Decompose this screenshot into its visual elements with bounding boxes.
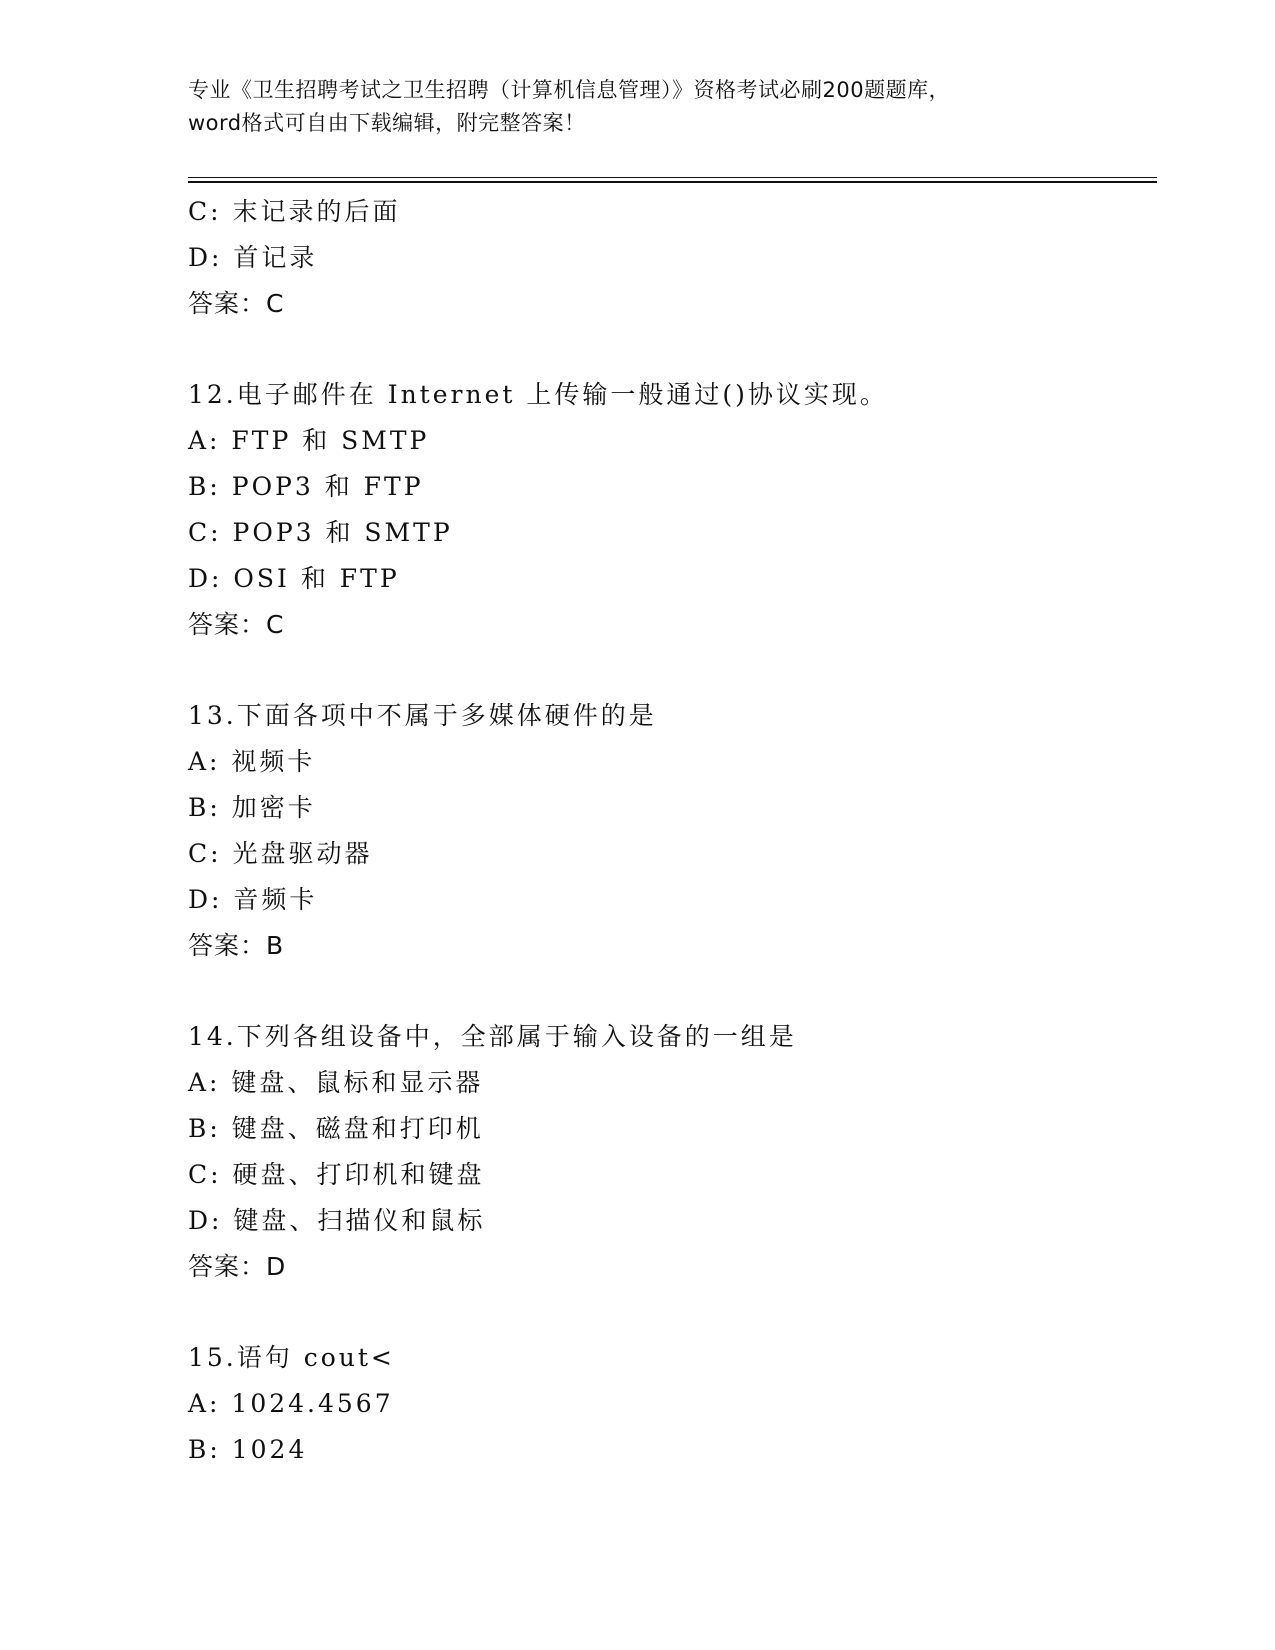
question-stem: 15.语句 cout< xyxy=(188,1343,395,1372)
question-block-13 xyxy=(188,693,1148,969)
question-block-14 xyxy=(188,1014,1148,1290)
question-block-partial xyxy=(188,189,1148,327)
option-c: C: POP3 和 SMTP xyxy=(188,518,453,547)
option-c: C: 末记录的后面 xyxy=(188,197,401,226)
header-divider-thin xyxy=(188,177,1157,178)
option-a: A: 键盘、鼠标和显示器 xyxy=(188,1068,484,1097)
question-content xyxy=(188,189,1148,1473)
question-block-15 xyxy=(188,1335,1148,1473)
answer-label: 答案：C xyxy=(188,610,285,639)
question-stem: 13.下面各项中不属于多媒体硬件的是 xyxy=(188,701,657,730)
answer-label: 答案：C xyxy=(188,289,285,318)
option-a: A: 1024.4567 xyxy=(188,1389,394,1418)
option-c: C: 硬盘、打印机和键盘 xyxy=(188,1160,485,1189)
header-line-2: word格式可自由下载编辑，附完整答案！ xyxy=(188,111,586,135)
option-b: B: 1024 xyxy=(188,1435,308,1464)
option-b: B: 键盘、磁盘和打印机 xyxy=(188,1114,484,1143)
answer-label: 答案：D xyxy=(188,1252,287,1281)
question-block-12 xyxy=(188,372,1148,648)
answer-label: 答案：B xyxy=(188,931,285,960)
document-header xyxy=(188,74,1088,140)
header-line-1: 专业《卫生招聘考试之卫生招聘（计算机信息管理）》资格考试必刷200题题库， xyxy=(188,78,951,102)
spacer xyxy=(188,969,1148,1014)
option-b: B: POP3 和 FTP xyxy=(188,472,424,501)
option-d: D: OSI 和 FTP xyxy=(188,564,400,593)
option-b: B: 加密卡 xyxy=(188,793,316,822)
question-stem: 12.电子邮件在 Internet 上传输一般通过()协议实现。 xyxy=(188,380,888,409)
header-divider-thick xyxy=(188,181,1157,183)
spacer xyxy=(188,1290,1148,1335)
spacer xyxy=(188,327,1148,372)
spacer xyxy=(188,648,1148,693)
option-d: D: 首记录 xyxy=(188,243,318,272)
option-d: D: 音频卡 xyxy=(188,885,318,914)
option-c: C: 光盘驱动器 xyxy=(188,839,373,868)
option-a: A: FTP 和 SMTP xyxy=(188,426,430,455)
option-d: D: 键盘、扫描仪和鼠标 xyxy=(188,1206,486,1235)
question-stem: 14.下列各组设备中，全部属于输入设备的一组是 xyxy=(188,1022,797,1051)
option-a: A: 视频卡 xyxy=(188,747,316,776)
